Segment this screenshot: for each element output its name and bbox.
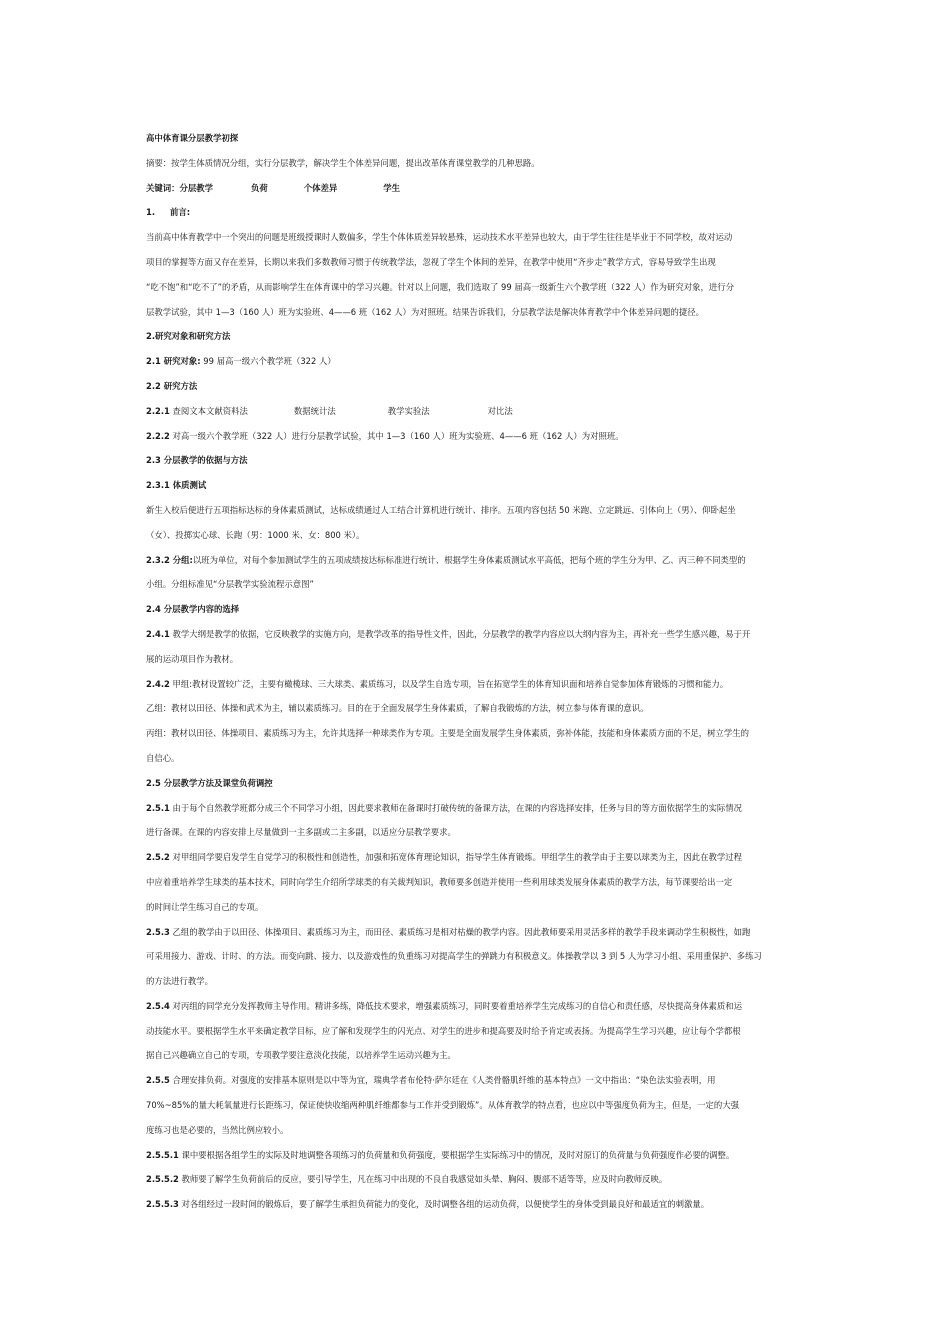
section-2-5-5-2: 2.5.5.2 教师要了解学生负荷前后的反应，要引导学生，凡在练习中出现的不良自我感觉如头晕、胸闷、腹部不适等等，应及时向教师反映。 <box>146 1174 668 1185</box>
body-line: 展的运动项目作为教材。 <box>146 653 239 664</box>
keywords-line <box>146 176 812 201</box>
intro-line: 层教学试验，其中 1—3（160 人）班为实验班、4——6 班（162 人）为对照班。结果告诉我们，分层教学法是解决体育教学中个体差异问题的捷径。 <box>146 306 705 317</box>
section-2-4-2: 2.4.2 甲组:教材设置较广泛，主要有橄榄球、三大球类、素质练习，以及学生自选专项，旨在拓宽学生的体育知识面和培养自觉参加体育锻炼的习惯和能力。 <box>146 678 729 689</box>
keyword-3: 个体差异 <box>303 182 338 193</box>
body-line: 丙组：教材以田径、体操项目、素质练习为主，允许其选择一种球类作为专项。主要是全面发展学生身体素质，弥补体能，技能和身体素质方面的不足，树立学生的 <box>146 728 749 739</box>
intro-line: 项目的掌握等方面又存在差异，长期以来我们多数教师习惯于传统教学法，忽视了学生个体间的差异，在教学中使用“齐步走”教学方式，容易导致学生出现 <box>146 256 716 267</box>
section-2-3-1-heading: 2.3.1 体质测试 <box>146 480 207 491</box>
section-2-5-5: 2.5.5 合理安排负荷。对强度的安排基本原则是以中等为宜，瑞典学者布伦特·萨尔廷在《人类骨骼肌纤维的基本特点》一文中指出：“染色法实验表明，用 <box>146 1075 716 1086</box>
body-line: 70%~85%的量大耗氧量进行长距练习，保证使快收缩两种肌纤维都参与工作并受到锻炼”。从体育教学的特点看，也应以中等强度负荷为主，但是，一定的大强 <box>146 1100 739 1111</box>
body-line: 中应着重培养学生球类的基本技术，同时向学生介绍所学球类的有关裁判知识，教师要多创造并使用一些利用球类发展身体素质的教学方法，每节课要给出一定 <box>146 876 733 887</box>
document-page <box>146 126 812 1217</box>
body-line: 乙组：教材以田径、体操和武术为主，辅以素质练习。目的在于全面发展学生身体素质，了解自我锻炼的方法，树立参与体育课的意识。 <box>146 703 649 714</box>
doc-title: 高中体育课分层教学初探 <box>146 133 239 143</box>
section-1-heading: 1. 前言: <box>146 207 191 218</box>
section-2-heading: 2.研究对象和研究方法 <box>146 331 231 342</box>
keyword-4: 学生 <box>383 182 400 193</box>
keyword-1: 分层教学 <box>179 182 213 193</box>
section-2-5-3: 2.5.3 乙组的教学由于以田径、体操项目、素质练习为主，而田径、素质练习是相对枯燥的教学内容。因此教师要采用灵活多样的教学手段来调动学生积极性，如跑 <box>146 926 751 937</box>
body-line: 据自己兴趣确立自己的专项，专项教学要注意淡化技能，以培养学生运动兴趣为主。 <box>146 1050 456 1061</box>
section-2-5-2: 2.5.2 对甲组同学要启发学生自觉学习的积极性和创造性，加强和拓宽体育理论知识，指导学生体育锻炼。甲组学生的教学由于主要以球类为主，因此在教学过程 <box>146 852 743 863</box>
intro-line: 当前高中体育教学中一个突出的问题是班级授课时人数偏多，学生个体体质差异较悬殊，运动技术水平差异也较大，由于学生往往是毕业于不同学校，故对运动 <box>146 232 733 243</box>
body-line: 动技能水平。要根据学生水平来确定教学目标，应了解和发现学生的闪光点、对学生的进步和提高要及时给予肯定或表扬。为提高学生学习兴趣，应让每个学都根 <box>146 1025 741 1036</box>
body-line: （女）、投掷实心球、长跑（男：1000 米、女：800 米）。 <box>146 529 365 540</box>
section-2-3-heading: 2.3 分层教学的依据与方法 <box>146 455 248 466</box>
section-2-5-4: 2.5.4 对丙组的同学充分发挥教师主导作用。精讲多练，降低技术要求，增强素质练习，同时要着重培养学生完成练习的自信心和责任感，尽快提高身体素质和运 <box>146 1000 743 1011</box>
body-line: 自信心。 <box>146 752 180 763</box>
keywords-label: 关键词： <box>146 182 180 193</box>
body-line: 的时间让学生练习自己的专项。 <box>146 901 264 912</box>
body-line: 进行备课。在课的内容安排上尽量做到一主多副或二主多副，以适应分层教学要求。 <box>146 827 456 838</box>
keyword-2: 负荷 <box>251 182 268 193</box>
section-2-5-heading: 2.5 分层教学方法及课堂负荷调控 <box>146 777 273 788</box>
section-2-3-2: 2.3.2 分组:以班为单位，对每个参加测试学生的五项成绩按达标标准进行统计、根据学生身体素质测试水平高低，把每个班的学生分为甲、乙、丙三种不同类型的 <box>146 554 746 565</box>
section-2-2-2: 2.2.2 对高一级六个教学班（322 人）进行分层教学试验，其中 1—3（160 人）班为实验班、4——6 班（162 人）为对照班。 <box>146 430 624 441</box>
section-2-4-heading: 2.4 分层教学内容的选择 <box>146 604 240 615</box>
section-2-2-1: 2.2.1 查阅文本文献资料法 数据统计法 教学实验法 对比法 <box>146 405 513 416</box>
body-line: 新生入校后便进行五项指标达标的身体素质测试，达标成绩通过人工结合计算机进行统计、排序。五项内容包括 50 米跑、立定跳远、引体向上（男）、仰卧起坐 <box>146 504 736 515</box>
intro-line: “吃不饱”和“吃不了”的矛盾，从而影响学生在体育课中的学习兴趣。针对以上问题，我们选取了 99 届高一级新生六个教学班（322 人）作为研究对象，进行分 <box>146 281 734 292</box>
section-2-5-5-1: 2.5.5.1 课中要根据各组学生的实际及时地调整各项练习的负荷量和负荷强度，要根据学生实际练习中的情况，及时对原订的负荷量与负荷强度作必要的调整。 <box>146 1149 735 1160</box>
abstract: 摘要：按学生体质情况分组，实行分层教学，解决学生个体差异问题，提出改革体育课堂教学的几种思路。 <box>146 157 540 168</box>
section-2-5-1: 2.5.1 由于每个自然教学班都分成三个不同学习小组，因此要求教师在备课时打破传统的备课方法，在课的内容选择安排，任务与目的等方面依据学生的实际情况 <box>146 802 743 813</box>
section-2-5-5-3: 2.5.5.3 对各组经过一段时间的锻炼后，要了解学生承担负荷能力的变化，及时调整各组的运动负荷，以便使学生的身体受到最良好和最适宜的刺激量。 <box>146 1199 710 1210</box>
body-line: 的方法进行教学。 <box>146 976 213 987</box>
body-line: 可采用接力、游戏、计时、的方法。而变向跳、接力、以及游戏性的负重练习对提高学生的弹跳力有积极意义。体操教学以 3 到 5 人为学习小组、采用重保护、多练习 <box>146 951 762 962</box>
section-2-4-1: 2.4.1 教学大纲是教学的依据，它反映教学的实施方向，是教学改革的指导性文件，因此，分层教学的教学内容应以大纲内容为主，再补充一些学生感兴趣，易于开 <box>146 628 751 639</box>
body-line: 小组。分组标准见“分层教学实验流程示意图” <box>146 579 314 590</box>
section-2-2-heading: 2.2 研究方法 <box>146 380 198 391</box>
section-2-1: 2.1 研究对象: 99 届高一级六个教学班（322 人） <box>146 356 336 367</box>
body-line: 度练习也是必要的，当然比例应较小。 <box>146 1124 289 1135</box>
